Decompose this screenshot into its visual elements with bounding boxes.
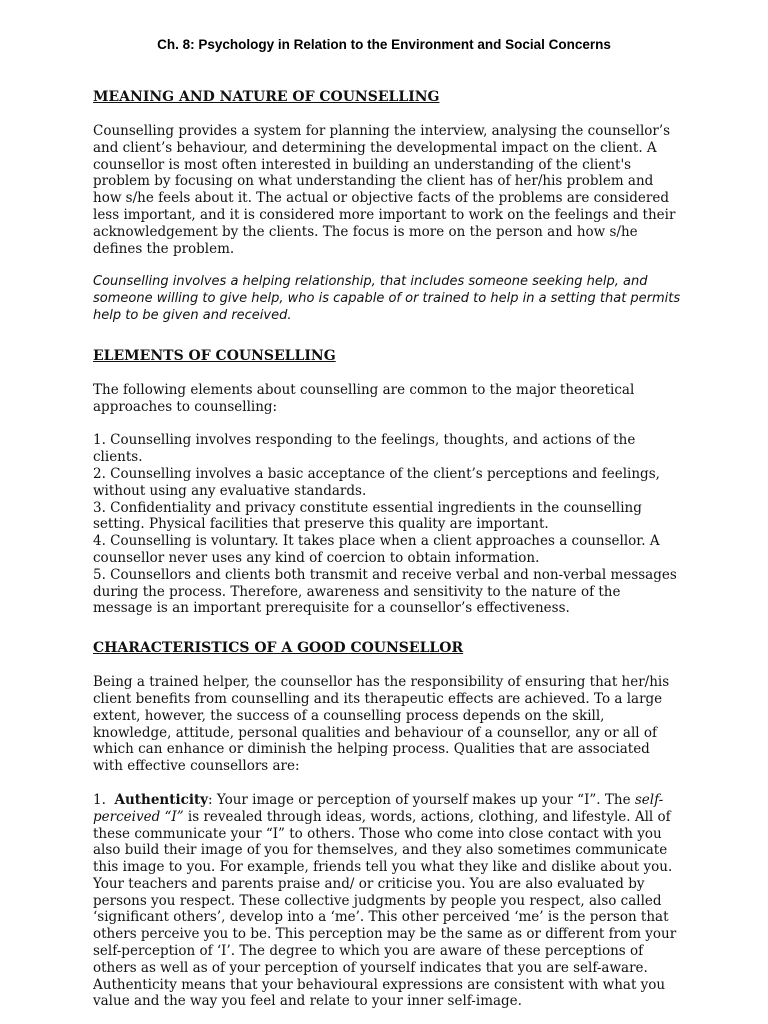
authenticity-label: Authenticity <box>114 791 209 808</box>
section-heading-elements: ELEMENTS OF COUNSELLING <box>93 347 336 364</box>
section-heading-meaning: MEANING AND NATURE OF COUNSELLING <box>93 89 440 105</box>
meaning-paragraph: Counselling provides a system for planning the interview, analysing the counsellor’s and client’s behaviour, and determining the developmental impact on the client. A counsellor is most often interested in building an understanding of the client's problem by focusing on what understanding the client has of her/his problem and how s/he feels about it. The actual or objective facts of the problems are considered less important, and it is considered more important to work on the feelings and their acknowledgement by the clients. The focus is more on the person and how s/he defines the problem. <box>93 123 676 257</box>
list-item: 4. Counselling is voluntary. It takes place when a client approaches a counsellor. A counsellor never uses any kind of coercion to obtain information. <box>93 533 660 566</box>
authenticity-text-after: is revealed through ideas, words, actions, clothing, and lifestyle. All of these communicate your “I” to others. Those who come into close contact with you also build their image of you for themselves, and they also sometimes communicate this image to you. For example, friends tell you what they like and dislike about you. Your teachers and parents praise and/ or criticise you. You are also evaluated by persons you respect. These collective judgments by people you respect, also called ‘significant others’, develop into a ‘me’. This other perceived ‘me’ is the person that others perceive you to be. This perception may be the same as or different from your self-perception of ‘I’. The degree to which you are aware of these perceptions of others as well as of your perception of yourself indicates that you are self-aware. Authenticity means that your behavioural expressions are consistent with what you value and the way you feel and relate to your inner self-image. <box>93 808 677 1010</box>
document-body <box>93 88 683 1010</box>
elements-list <box>93 432 683 617</box>
self-perceived-term: self-perceived “I” <box>93 791 664 825</box>
authenticity-number: 1. <box>93 791 106 808</box>
chapter-title: Ch. 8: Psychology in Relation to the Environment and Social Concerns <box>157 37 611 52</box>
list-item: 5. Counsellors and clients both transmit and receive verbal and non-verbal messages during the process. Therefore, awareness and sensitivity to the nature of the message is an important prerequisite for a counsellor’s effectiveness. <box>93 566 677 617</box>
list-item: 3. Confidentiality and privacy constitute essential ingredients in the counselling setting. Physical facilities that preserve this quality are important. <box>93 499 642 533</box>
elements-intro: The following elements about counselling are common to the major theoretical approaches to counselling: <box>93 381 635 415</box>
authenticity-paragraph <box>93 792 683 1010</box>
list-item: 2. Counselling involves a basic acceptance of the client’s perceptions and feelings, without using any evaluative standards. <box>93 465 660 499</box>
section-heading-characteristics: CHARACTERISTICS OF A GOOD COUNSELLOR <box>93 640 464 657</box>
authenticity-text-before: : Your image or perception of yourself makes up your “I”. The <box>208 791 635 808</box>
characteristics-intro: Being a trained helper, the counsellor has the responsibility of ensuring that her/his client benefits from counselling and its therapeutic effects are achieved. To a large extent, however, the success of a counselling process depends on the skill, knowledge, attitude, personal qualities and behaviour of a counsellor, any or all of which can enhance or diminish the helping process. Qualities that are associated with effective counsellors are: <box>93 674 670 775</box>
meaning-definition-italic: Counselling involves a helping relationship, that includes someone seeking help, and someone willing to give help, who is capable of or trained to help in a setting that permits help to be given and received. <box>93 274 681 323</box>
list-item: 1. Counselling involves responding to the feelings, thoughts, and actions of the clients. <box>93 432 636 466</box>
